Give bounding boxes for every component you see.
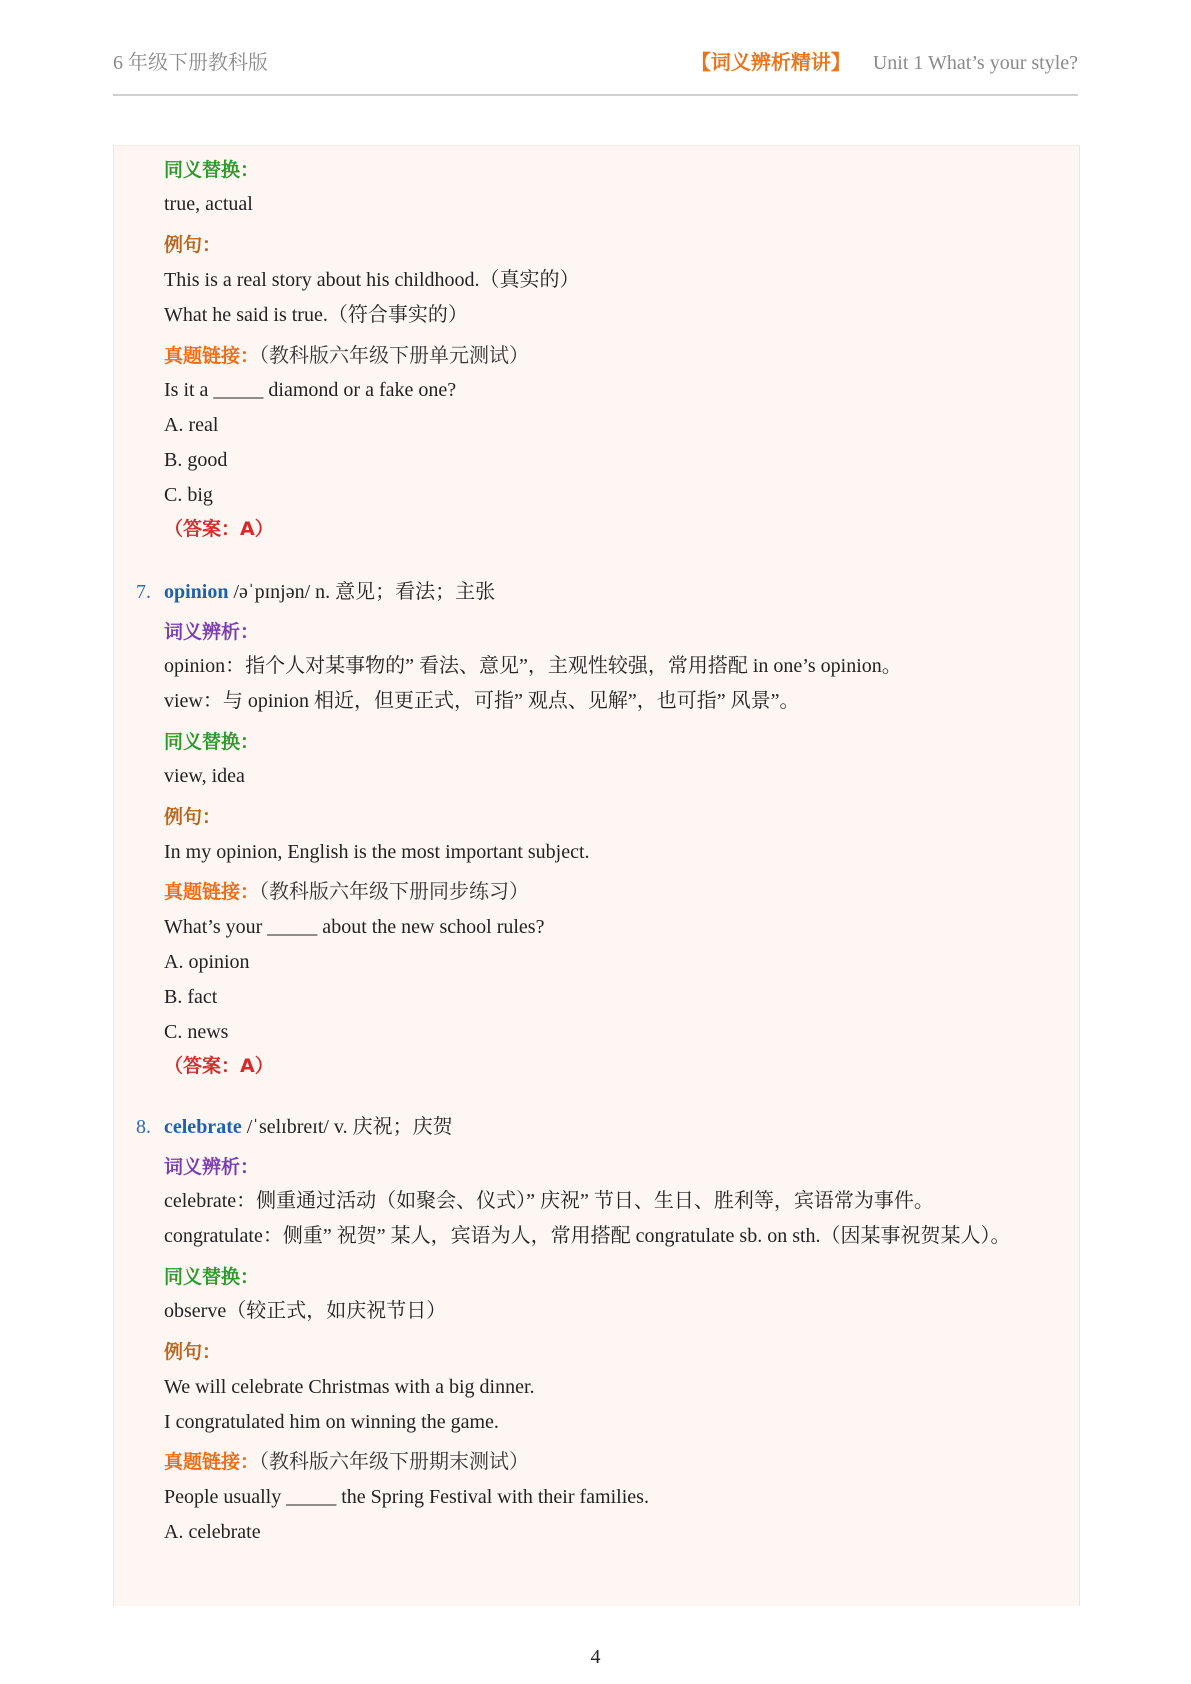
option: B. fact [164,986,218,1008]
synonym-label: 同义替换： [164,1266,260,1288]
exam-source: （教科版六年级下册同步练习） [259,881,530,903]
example-sentence: We will celebrate Christmas with a big dinner. [164,1376,535,1398]
synonym-text: view, idea [164,765,245,787]
entry-definition: /əˈpɪnjən/ n. 意见；看法；主张 [228,581,496,603]
header-right [691,46,1078,75]
synonym-label: 同义替换： [164,731,260,753]
exam-link-label: 真题链接： [164,1451,260,1473]
item-number: 7. [136,581,151,603]
example-label: 例句： [164,234,222,256]
synonym-text: observe（较正式，如庆祝节日） [164,1300,447,1322]
grade-label: 6 年级下册教科版 [113,52,268,74]
unit-title: Unit 1 What’s your style? [872,52,1078,74]
exam-link-label: 真题链接： [164,881,260,903]
exam-link [164,880,529,904]
page-number: 4 [590,1646,601,1668]
question-text: What’s your _____ about the new school rules? [164,916,545,938]
exam-source: （教科版六年级下册单元测试） [259,345,530,367]
section-tag: 【词义辨析精讲】 [690,52,851,74]
entry-word: celebrate [164,1116,242,1138]
discrimination-text: congratulate：侧重” 祝贺” 某人，宾语为人，常用搭配 congratulate sb. on sth.（因某事祝贺某人）。 [164,1225,1011,1247]
option: C. news [164,1021,229,1043]
example-label: 例句： [164,806,222,828]
content-panel [113,145,1080,1606]
entry-line [164,1115,453,1139]
discrimination-label: 词义辨析： [164,1156,260,1178]
option: C. big [164,484,213,506]
answer-text: （答案：A） [164,518,274,540]
synonym-label: 同义替换： [164,159,260,181]
page-header [113,46,1078,96]
answer-text: （答案：A） [164,1055,274,1077]
discrimination-text: celebrate：侧重通过活动（如聚会、仪式）” 庆祝” 节日、生日、胜利等，宾语常为事件。 [164,1190,934,1212]
example-sentence: I congratulated him on winning the game. [164,1411,499,1433]
entry-definition: /ˈselɪbreɪt/ v. 庆祝；庆贺 [241,1116,453,1138]
item-number: 8. [136,1116,151,1138]
example-sentence: What he said is true.（符合事实的） [164,304,468,326]
entry-line [164,580,495,604]
header-divider [113,94,1078,96]
exam-link [164,344,529,368]
option: A. real [164,414,219,436]
synonym-text: true, actual [164,193,253,215]
discrimination-text: opinion：指个人对某事物的” 看法、意见”，主观性较强，常用搭配 in one’s opinion。 [164,655,902,677]
example-sentence: This is a real story about his childhood.（真实的） [164,269,580,291]
question-text: People usually _____ the Spring Festival with their families. [164,1486,649,1508]
exam-link-label: 真题链接： [164,345,260,367]
example-label: 例句： [164,1341,222,1363]
example-sentence: In my opinion, English is the most important subject. [164,841,590,863]
option: A. opinion [164,951,250,973]
exam-source: （教科版六年级下册期末测试） [259,1451,530,1473]
discrimination-label: 词义辨析： [164,621,260,643]
option: B. good [164,449,228,471]
question-text: Is it a _____ diamond or a fake one? [164,379,457,401]
entry-word: opinion [164,581,229,603]
discrimination-text: view：与 opinion 相近，但更正式，可指” 观点、见解”，也可指” 风景”。 [164,690,800,712]
option: A. celebrate [164,1521,261,1543]
exam-link [164,1450,529,1474]
